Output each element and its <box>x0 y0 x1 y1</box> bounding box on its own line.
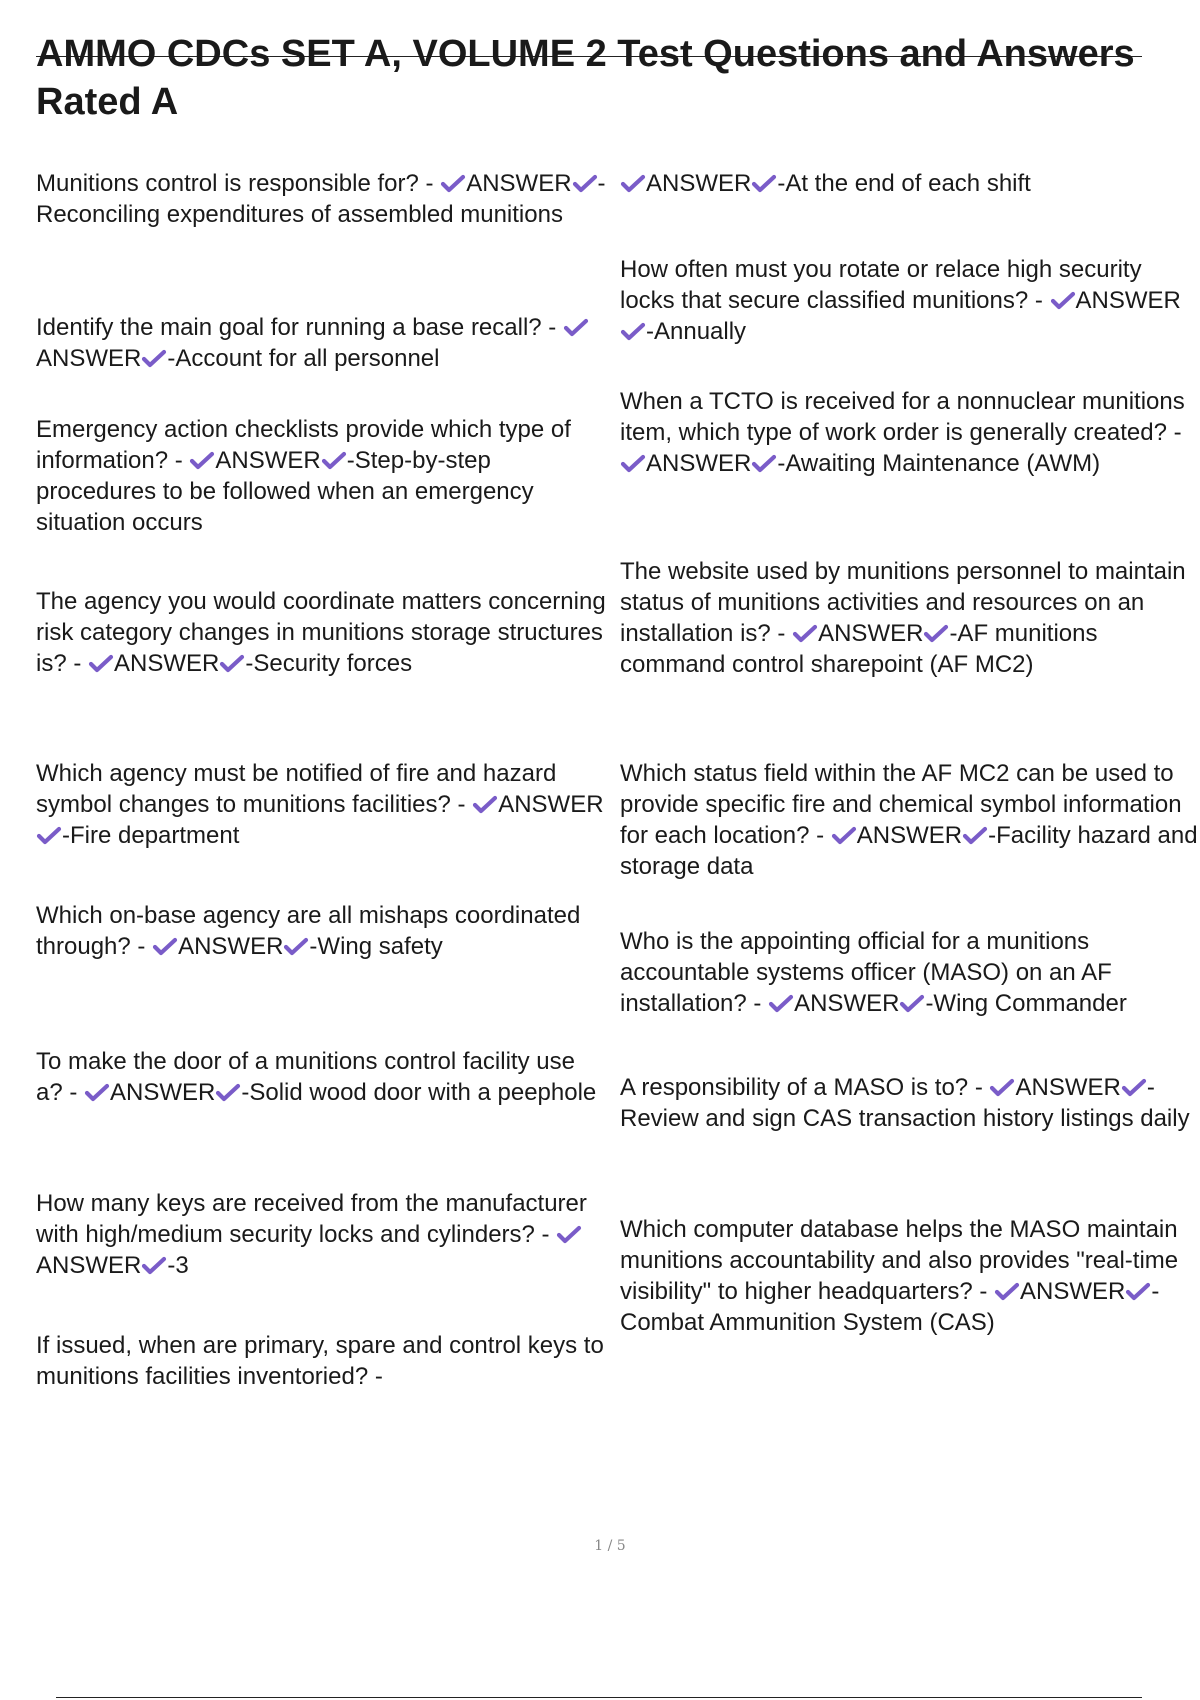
checkmark-icon <box>141 348 167 368</box>
checkmark-icon <box>620 321 646 341</box>
answer-text: -Wing safety <box>309 933 443 960</box>
answer-text: -3 <box>167 1252 189 1279</box>
qa-item <box>36 758 608 851</box>
qa-item <box>620 168 1200 199</box>
page-title: AMMO CDCs SET A, VOLUME 2 Test Questions and Answers Rated A <box>36 33 1135 123</box>
answer-label: ANSWER <box>1075 287 1181 314</box>
answer-text: -Security forces <box>245 650 413 677</box>
answer-label: ANSWER <box>646 170 752 197</box>
qa-item <box>36 1188 608 1281</box>
checkmark-icon <box>962 825 988 845</box>
checkmark-icon <box>899 993 925 1013</box>
checkmark-icon <box>923 623 949 643</box>
answer-text: -Annually <box>646 318 747 345</box>
qa-item <box>620 926 1200 1019</box>
checkmark-icon <box>563 317 589 337</box>
question-text: Munitions control is responsible for? - <box>36 170 434 197</box>
answer-label: ANSWER <box>498 791 604 818</box>
qa-item <box>36 312 608 374</box>
checkmark-icon <box>283 936 309 956</box>
answer-label: ANSWER <box>36 1252 142 1279</box>
answer-text: -Solid wood door with a peephole <box>241 1079 597 1106</box>
checkmark-icon <box>994 1281 1020 1301</box>
answer-text: -At the end of each shift <box>777 170 1031 197</box>
question-text: Which agency must be notified of fire and hazard symbol changes to munitions facilities? - <box>36 760 557 818</box>
answer-text: -Account for all personnel <box>167 345 440 372</box>
answer-text: -Wing Commander <box>925 990 1127 1017</box>
checkmark-icon <box>189 450 215 470</box>
checkmark-icon <box>1125 1281 1151 1301</box>
answer-label: ANSWER <box>178 933 284 960</box>
qa-item <box>620 1072 1200 1134</box>
qa-item <box>36 168 608 230</box>
question-text: How often must you rotate or relace high security locks that secure classified munitions? - <box>620 256 1142 314</box>
answer-label: ANSWER <box>466 170 572 197</box>
qa-item <box>620 254 1200 347</box>
answer-text: -Reconciling expenditures of assembled munitions <box>36 170 606 228</box>
checkmark-icon <box>88 653 114 673</box>
question-text: Who is the appointing official for a munitions accountable systems officer (MASO) on an AF installation? - <box>620 928 1112 1017</box>
question-text: How many keys are received from the manufacturer with high/medium security locks and cylinders? - <box>36 1190 587 1248</box>
checkmark-icon <box>751 453 777 473</box>
question-text: When a TCTO is received for a nonnuclear munitions item, which type of work order is generally created? - <box>620 388 1185 446</box>
question-text: The website used by munitions personnel to maintain status of munitions activities and resources on an installation is? - <box>620 558 1186 647</box>
question-text: Emergency action checklists provide which type of information? - <box>36 416 571 474</box>
answer-label: ANSWER <box>114 650 220 677</box>
answer-label: ANSWER <box>794 990 900 1017</box>
answer-text: -Combat Ammunition System (CAS) <box>620 1278 1160 1336</box>
qa-item <box>36 414 608 538</box>
checkmark-icon <box>321 450 347 470</box>
answer-text: -Facility hazard and storage data <box>620 822 1198 880</box>
qa-item <box>620 386 1200 479</box>
checkmark-icon <box>1121 1077 1147 1097</box>
question-text: A responsibility of a MASO is to? - <box>620 1074 983 1101</box>
answer-text: -AF munitions command control sharepoint (AF MC2) <box>620 620 1098 678</box>
checkmark-icon <box>141 1255 167 1275</box>
checkmark-icon <box>219 653 245 673</box>
question-text: Which status field within the AF MC2 can be used to provide specific fire and chemical symbol information for each location? - <box>620 760 1182 849</box>
answer-label: ANSWER <box>110 1079 216 1106</box>
answer-label: ANSWER <box>818 620 924 647</box>
answer-label: ANSWER <box>856 822 963 849</box>
checkmark-icon <box>215 1082 241 1102</box>
checkmark-icon <box>620 173 646 193</box>
qa-item <box>620 556 1200 680</box>
question-text: Which on-base agency are all mishaps coordinated through? - <box>36 902 581 960</box>
qa-item <box>36 1330 608 1392</box>
answer-text: -Fire department <box>62 822 240 849</box>
qa-item <box>36 900 608 962</box>
checkmark-icon <box>152 936 178 956</box>
checkmark-icon <box>440 173 466 193</box>
checkmark-icon <box>84 1082 110 1102</box>
question-text: The agency you would coordinate matters concerning risk category changes in munitions storage structures is? - <box>36 588 606 677</box>
checkmark-icon <box>751 173 777 193</box>
answer-text: -Step-by-step procedures to be followed when an emergency situation occurs <box>36 447 534 536</box>
checkmark-icon <box>620 453 646 473</box>
qa-item <box>620 1214 1200 1338</box>
checkmark-icon <box>36 825 62 845</box>
answer-label: ANSWER <box>215 447 321 474</box>
answer-label: ANSWER <box>36 345 142 372</box>
answer-text: -Review and sign CAS transaction history listings daily <box>620 1074 1190 1132</box>
checkmark-icon <box>831 825 857 845</box>
checkmark-icon <box>989 1077 1015 1097</box>
answer-label: ANSWER <box>1020 1278 1126 1305</box>
checkmark-icon <box>792 623 818 643</box>
footer-divider <box>56 1697 1142 1698</box>
answer-label: ANSWER <box>1015 1074 1121 1101</box>
qa-item <box>620 758 1200 882</box>
checkmark-icon <box>768 993 794 1013</box>
question-text: Which computer database helps the MASO maintain munitions accountability and also provides "real-time visibility" to higher headquarters? - <box>620 1216 1179 1305</box>
qa-item <box>36 1046 608 1108</box>
question-text: If issued, when are primary, spare and control keys to munitions facilities inventoried? - <box>36 1332 604 1390</box>
answer-text: -Awaiting Maintenance (AWM) <box>777 450 1101 477</box>
question-text: To make the door of a munitions control facility use a? - <box>36 1048 575 1106</box>
checkmark-icon <box>472 794 498 814</box>
checkmark-icon <box>572 173 598 193</box>
qa-item <box>36 586 608 679</box>
question-text: Identify the main goal for running a base recall? - <box>36 314 557 341</box>
checkmark-icon <box>1050 290 1076 310</box>
answer-label: ANSWER <box>646 450 752 477</box>
page-number: 1 / 5 <box>594 1538 626 1554</box>
checkmark-icon <box>556 1224 582 1244</box>
